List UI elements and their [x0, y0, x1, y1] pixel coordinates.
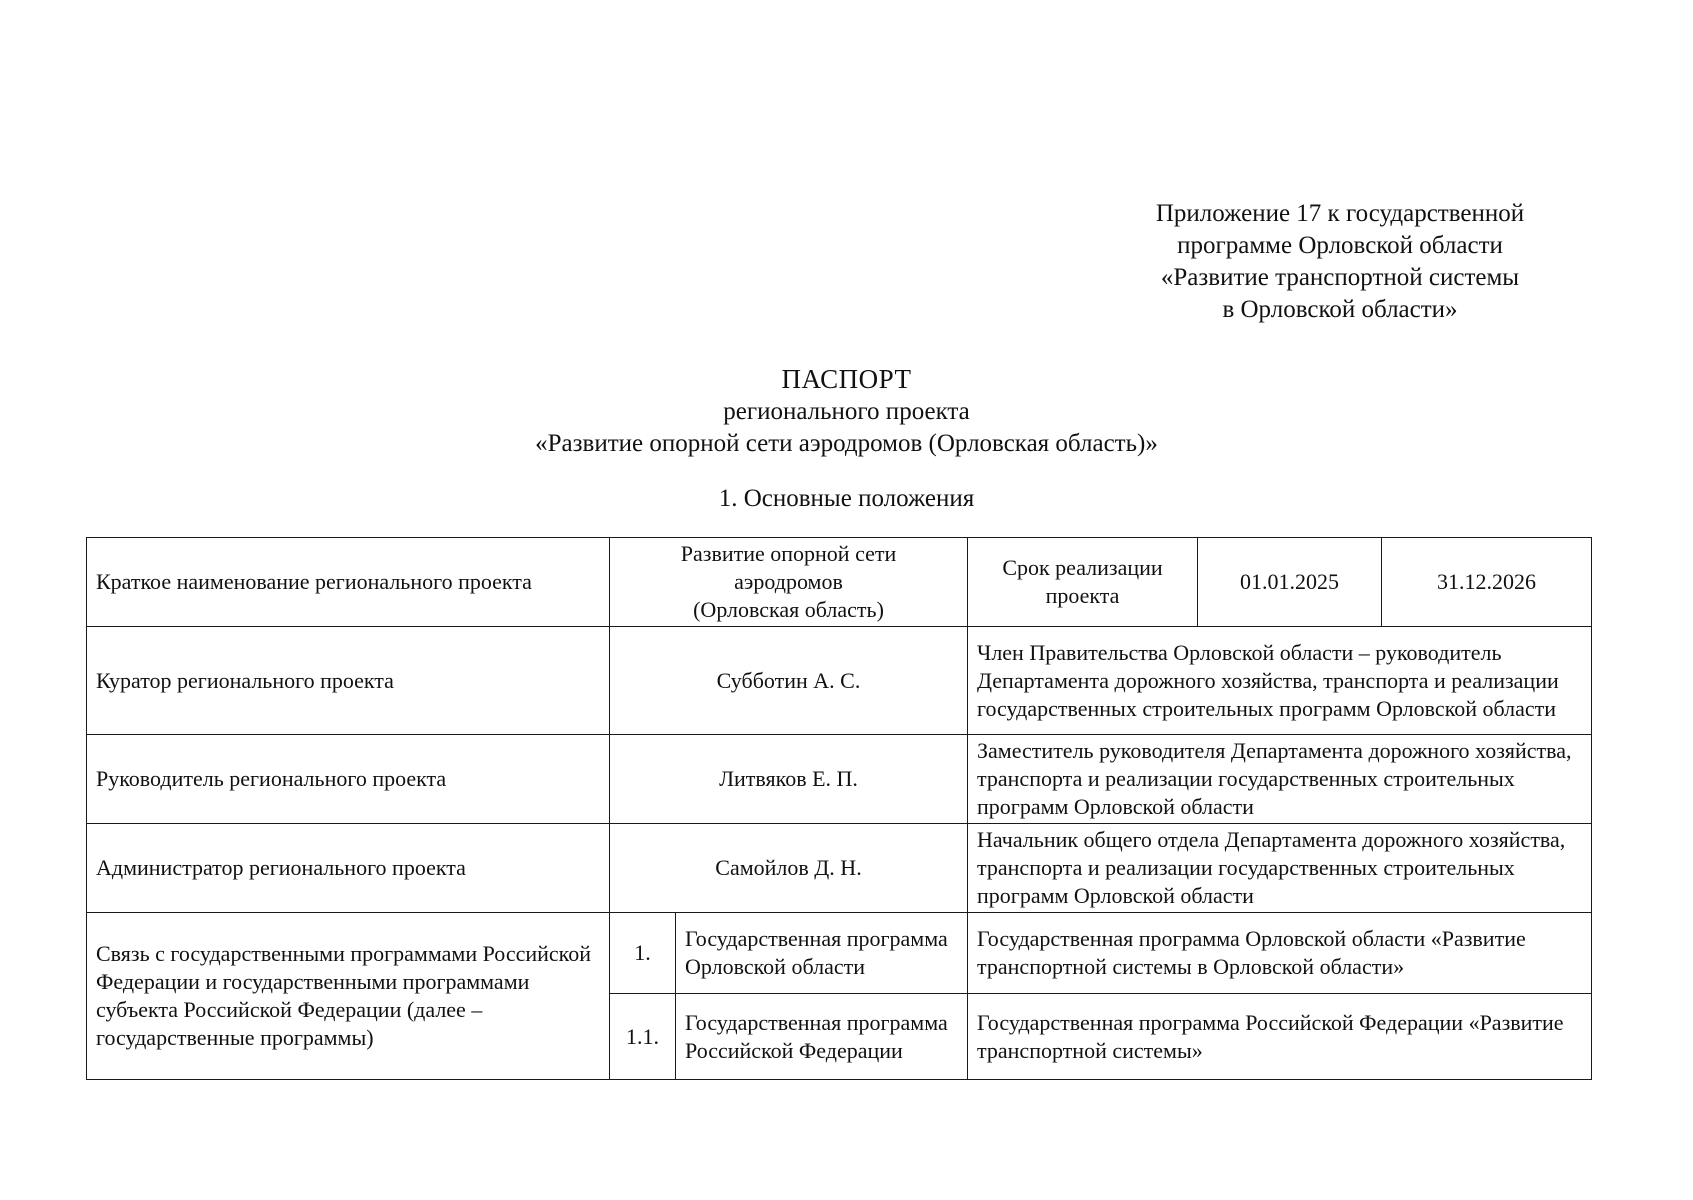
program-type: Государственная программа Орловской области: [676, 913, 968, 994]
table-row: [87, 824, 1592, 913]
program-number: 1.: [610, 913, 676, 994]
curator-position: Член Правительства Орловской области – руководитель Департамента дорожного хозяйства, транспорта и реализации государственных строительных программ Орловской области: [968, 627, 1592, 735]
appendix-line: в Орловской области»: [1222, 296, 1458, 323]
table-row: [87, 627, 1592, 735]
table-row: [87, 735, 1592, 824]
table-row: [87, 538, 1592, 627]
appendix-line: «Развитие транспортной системы: [1160, 264, 1520, 291]
short-name-value: [610, 538, 968, 627]
administrator-position: Начальник общего отдела Департамента дорожного хозяйства, транспорта и реализации государственных строительных программ Орловской области: [968, 824, 1592, 913]
section-title: 1. Основные положения: [718, 485, 975, 512]
short-name-value-line: (Орловская область): [693, 597, 884, 622]
title-main: ПАСПОРТ: [781, 364, 912, 394]
curator-label: Куратор регионального проекта: [87, 627, 610, 735]
links-label: Связь с государственными программами Российской Федерации и государственными программами субъекта Российской Федерации (далее – государственные программы): [87, 913, 610, 1080]
program-type: Государственная программа Российской Федерации: [676, 994, 968, 1080]
short-name-value-line: аэродромов: [734, 569, 843, 594]
end-date: 31.12.2026: [1382, 538, 1592, 627]
short-name-label: Краткое наименование регионального проекта: [87, 538, 610, 627]
short-name-value-line: Развитие опорной сети: [680, 541, 897, 566]
title-subtitle: регионального проекта: [723, 398, 970, 425]
head-name: Литвяков Е. П.: [610, 735, 968, 824]
administrator-label: Администратор регионального проекта: [87, 824, 610, 913]
appendix-line: Приложение 17 к государственной: [1155, 200, 1525, 227]
title-project-name: «Развитие опорной сети аэродромов (Орловская область)»: [535, 430, 1158, 457]
table-row: [87, 913, 1592, 994]
curator-name: Субботин А. С.: [610, 627, 968, 735]
program-name: Государственная программа Орловской области «Развитие транспортной системы в Орловской области»: [968, 913, 1592, 994]
passport-table: [86, 537, 1592, 1080]
term-label: Срок реализации проекта: [968, 538, 1198, 627]
head-position: Заместитель руководителя Департамента дорожного хозяйства, транспорта и реализации государственных строительных программ Орловской области: [968, 735, 1592, 824]
appendix-note: [1080, 198, 1600, 326]
appendix-line: программе Орловской области: [1177, 232, 1503, 259]
program-number: 1.1.: [610, 994, 676, 1080]
document-title: [0, 362, 1693, 460]
start-date: 01.01.2025: [1198, 538, 1382, 627]
program-name: Государственная программа Российской Федерации «Развитие транспортной системы»: [968, 994, 1592, 1080]
head-label: Руководитель регионального проекта: [87, 735, 610, 824]
administrator-name: Самойлов Д. Н.: [610, 824, 968, 913]
